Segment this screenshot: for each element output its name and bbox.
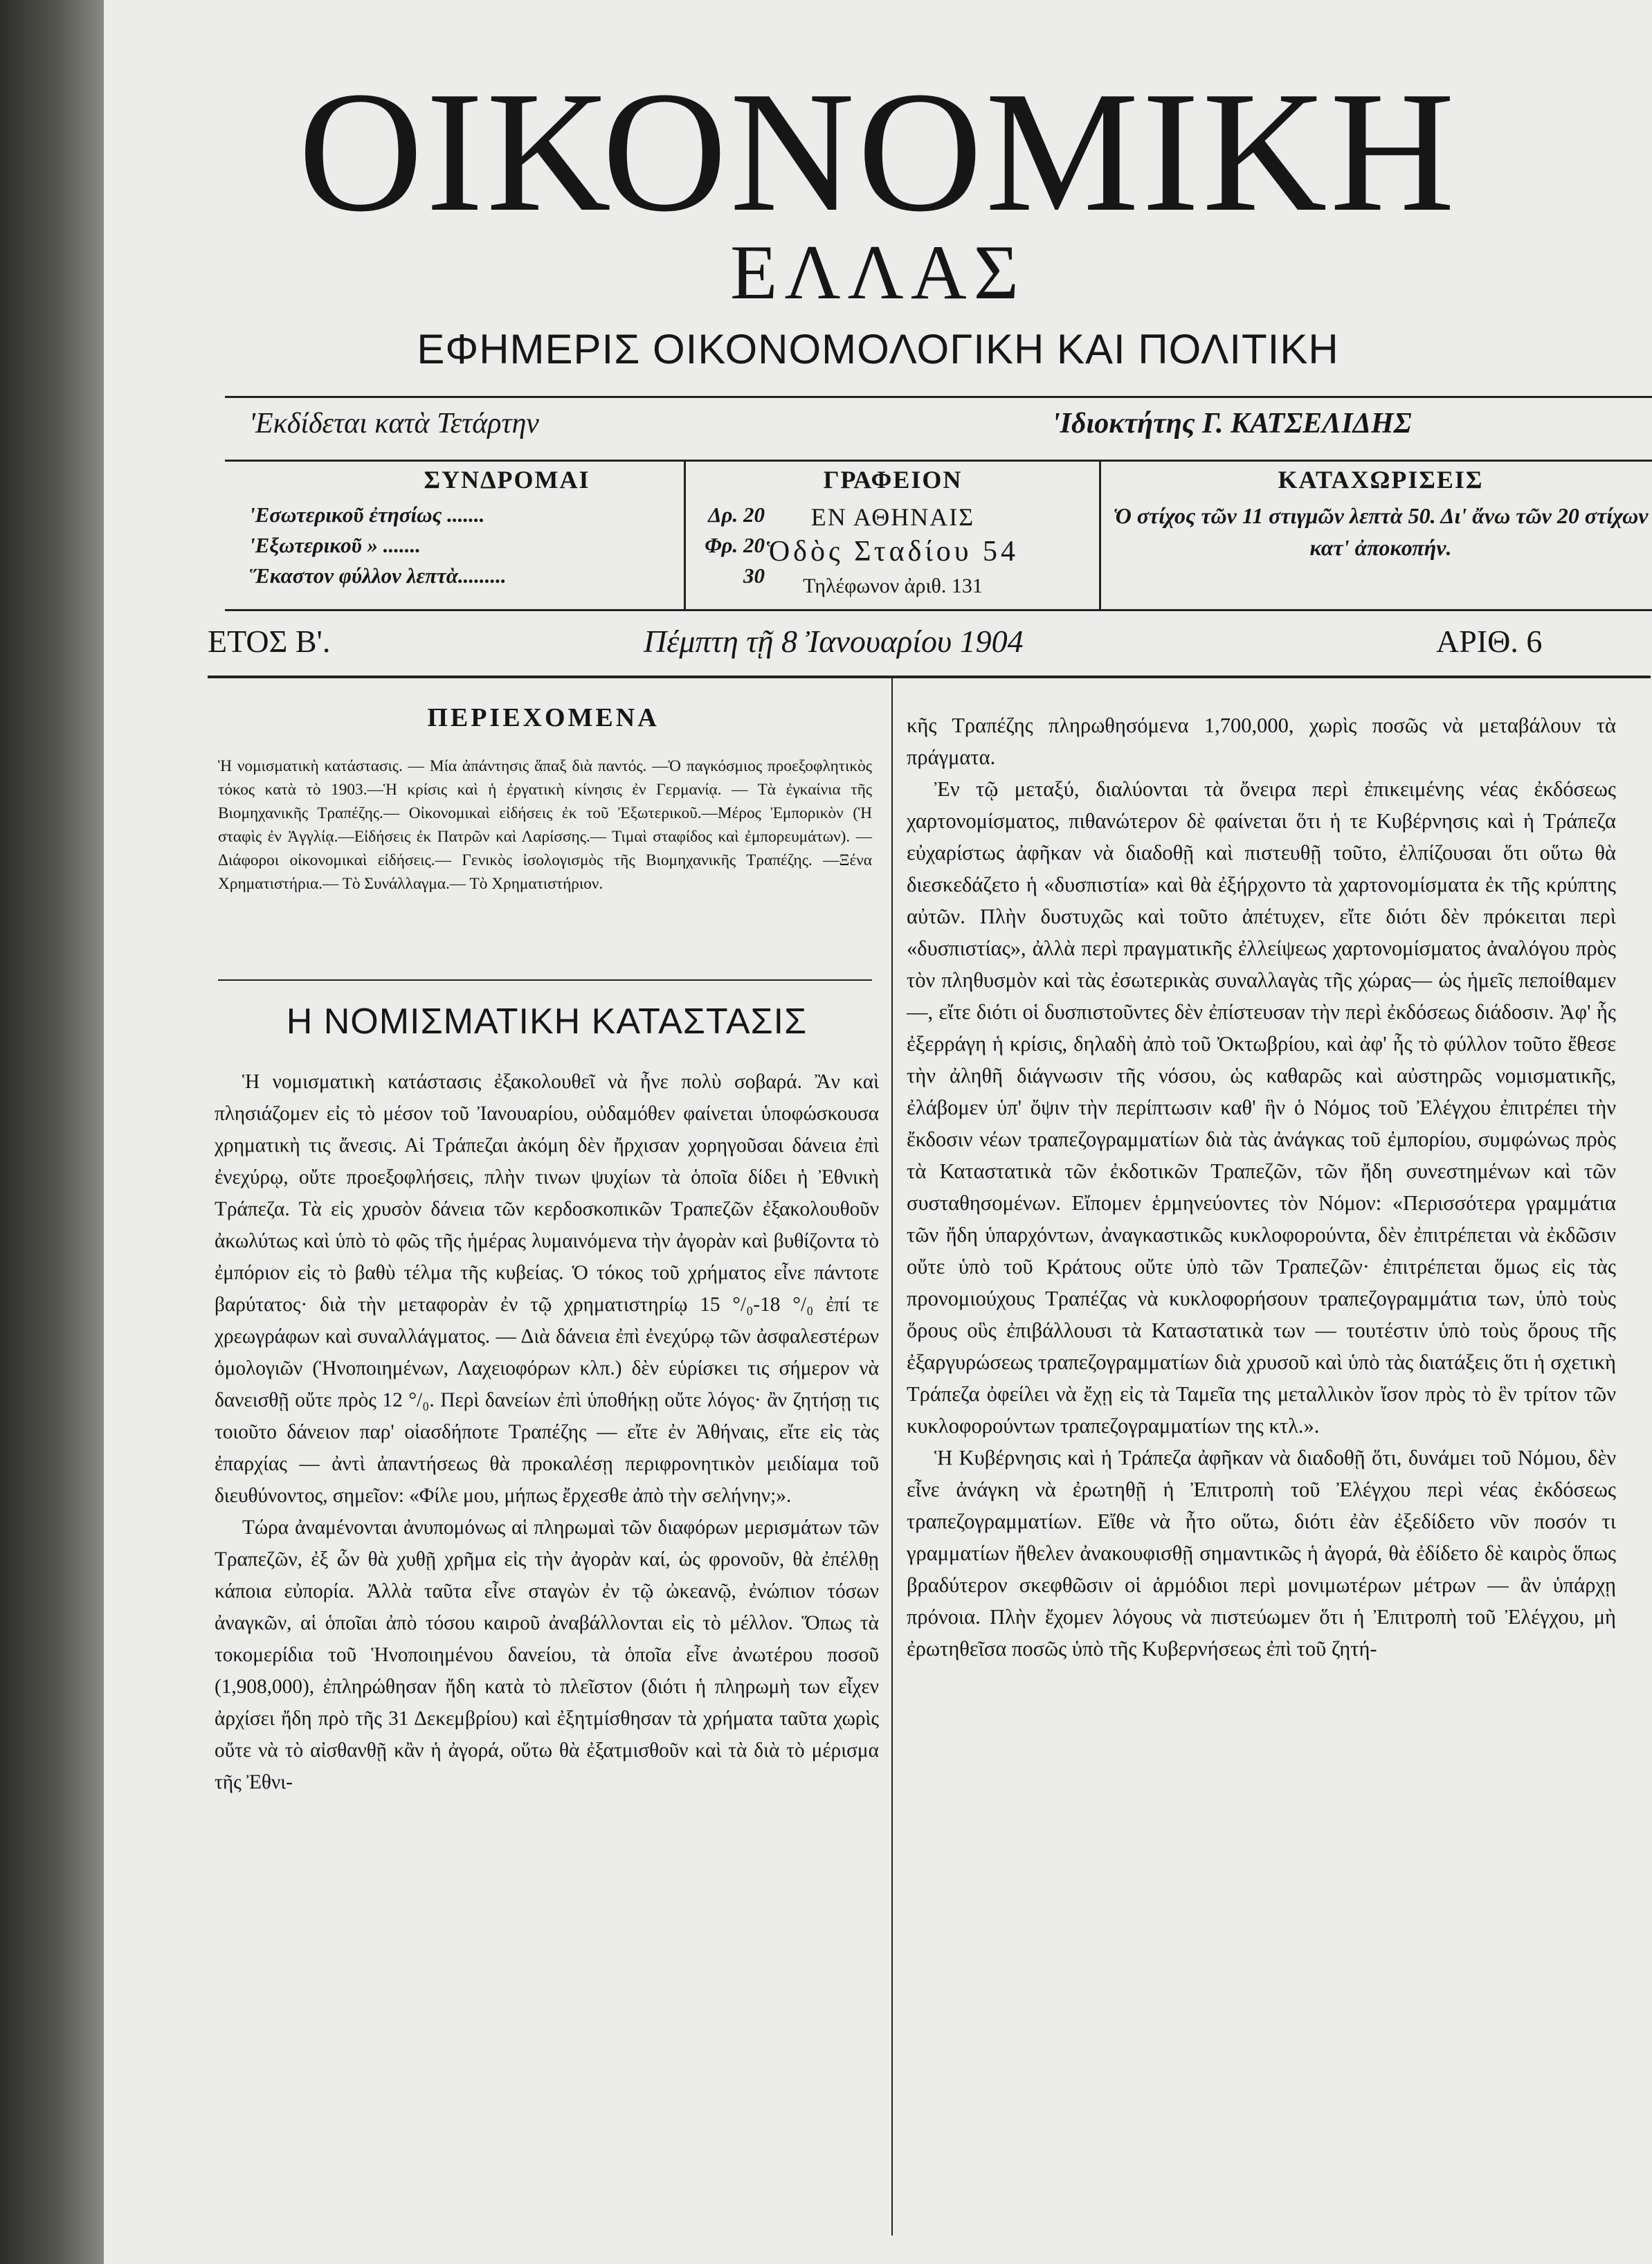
- office-phone: Τηλέφωνον ἀριθ. 131: [803, 574, 983, 597]
- masthead-subtitle: ΕΛΛΑΣ: [730, 230, 1026, 316]
- subscription-price: Φρ. 20: [705, 533, 765, 557]
- issue-year: ΕΤΟΣ Β'.: [208, 624, 331, 659]
- subscription-label: 'Εξωτερικοῦ » .......: [249, 533, 421, 557]
- info-divider-right: [1099, 460, 1101, 610]
- article-paragraph: κῆς Τραπέζης πληρωθησόμενα 1,700,000, χωρὶς ποσῶς νὰ μεταβάλουν τὰ πράγματα.: [907, 714, 1616, 769]
- office-box: [689, 465, 1097, 604]
- office-city: ΕΝ ΑΘΗΝΑΙΣ: [810, 503, 975, 531]
- contents-text: Ἡ νομισματικὴ κατάστασις. — Μία ἀπάντησις ἅπαξ διὰ παντός. —Ὁ παγκόσμιος προεξοφλητικὸς τόκος κατὰ τὸ 1903.—Ἡ κρίσις καὶ ἡ ἐργατικὴ κίνησις ἐν Γερμανίᾳ. — Τὰ ἐγκαίνια τῆς Βιομηχανικῆς Τραπέζης.— Οἰκονομικαὶ εἰδήσεις ἐκ τοῦ Ἐξωτερικοῦ.—Μέρος Ἐμπορικὸν (Ἡ σταφὶς ἐν Ἀγγλίᾳ.—Εἰδήσεις ἐκ Πατρῶν καὶ Λαρίσσης.— Τιμαὶ σταφίδος καὶ ἐμπορευμάτων). — Διάφοροι οἰκονομικαὶ εἰδήσεις.— Γενικὸς ἰσολογισμὸς τῆς Βιομηχανικῆς Τραπέζης. —Ξένα Χρηματιστήρια.— Τὸ Συνάλλαγμα.— Τὸ Χρηματιστήριον.: [218, 757, 872, 893]
- article-paragraph: Τώρα ἀναμένονται ἀνυπομόνως αἱ πληρωμαὶ τῶν διαφόρων μερισμάτων τῶν Τραπεζῶν, ἐξ ὧν θὰ χυθῇ χρῆμα εἰς τὴν ἀγορὰν καί, ὡς φρονοῦν, θὰ ἐπέλθῃ κάποια εὐπορία. Ἀλλὰ ταῦτα εἶνε σταγὼν ἐν τῷ ὠκεανῷ, ἐνώπιον τόσων ἀναγκῶν, αἱ ὁποῖαι ἀπὸ τόσου καιροῦ ἀναβάλλονται εἰς τὸ μέλλον. Ὅπως τὰ τοκομερίδια τοῦ Ἡνοποιημένου δανείου, τὰ ὁποῖα εἶνε ἀνωτέρου ποσοῦ (1,908,000), ἐπληρώθησαν ἤδη κατὰ τὸ πλεῖστον (διότι ἡ πληρωμὴ των εἶχεν ἀρχίσει ἤδη πρὸ τῆς 31 Δεκεμβρίου) καὶ ἐξητμίσθησαν τὰ χρήματα ταῦτα χωρὶς οὔτε νὰ τὸ αἰσθανθῇ κἂν ἡ ἀγορά, οὕτω θὰ ἐξατμισθοῦν καὶ τὰ διὰ τὸ μέρισμα τῆς Ἐθνι-: [215, 1516, 879, 1793]
- subscription-label: Ἕκαστον φύλλον λεπτὰ.........: [249, 563, 507, 588]
- ads-heading: ΚΑΤΑΧΩΡΙΣΕΙΣ: [1278, 466, 1484, 493]
- article-title: Η ΝΟΜΙΣΜΑΤΙΚΗ ΚΑΤΑΣΤΑΣΙΣ: [286, 1002, 808, 1042]
- scan-binding-edge: [0, 0, 104, 2264]
- publication-owner: 'Ιδιοκτήτης Γ. ΚΑΤΣΕΛΙΔΗΣ: [1052, 408, 1412, 440]
- masthead-title: ΟΙΚΟΝΟΜΙΚΗ: [298, 56, 1458, 248]
- subscription-price: Δρ. 20: [708, 502, 765, 527]
- subscription-row: [249, 530, 765, 561]
- subscription-row: [249, 500, 765, 530]
- info-divider-left: [684, 460, 686, 610]
- article-paragraph: Ἡ νομισματικὴ κατάστασις ἐξακολουθεῖ νὰ ἦνε πολὺ σοβαρά. Ἂν καὶ πλησιάζομεν εἰς τὸ μέσον τοῦ Ἰανουαρίου, οὐδαμόθεν φαίνεται ὑποφώσκουσα χρηματικὴ τις ἄνεσις. Αἱ Τράπεζαι ἀκόμη δὲν ἤρχισαν χορηγοῦσαι δάνεια ἐπὶ ἐνεχύρῳ, οὔτε προεξοφλήσεις, πλὴν τινων ψυχίων τὰ ὁποῖα δίδει ἡ Ἐθνικὴ Τράπεζα. Τὰ εἰς χρυσὸν δάνεια τῶν κερδοσκοπικῶν Τραπεζῶν ἐξακολουθοῦν ἀκωλύτως καὶ ὑπὸ τὸ φῶς τῆς ἡμέρας λυμαινόμενα τὴν ἀγορὰν καὶ βυθίζοντα τὸ ἐμπόριον εἰς τὸ βαθὺ τέλμα τῆς κυβείας. Ὁ τόκος τοῦ χρήματος εἶνε πάντοτε βαρύτατος· διὰ τὴν μεταφορὰν ἐν τῷ χρηματιστηρίῳ 15 °/₀-18 °/₀ ἐπί τε χρεωγράφων καὶ συναλλάγματος. — Διὰ δάνεια ἐπὶ ἐνεχύρῳ τῶν ἀσφαλεστέρων ὁμολογιῶν (Ἡνοποιημένων, Λαχειοφόρων κλπ.) δὲν εὑρίσκει τις σήμερον νὰ δανεισθῇ οὔτε πρὸς 12 °/₀. Περὶ δανείων ἐπὶ ὑποθήκῃ οὔτε λόγος· ἂν ζητήσῃ τις τοιοῦτο δάνειον παρ' οἱασδήποτε Τραπέζης — εἴτε ἐν Ἀθήναις, εἴτε εἰς τὰς ἐπαρχίας — ἀντὶ ἀπαντήσεως θὰ προκαλέσῃ περιφρονητικὸν μειδίαμα τοῦ διευθύνοντος, σημεῖον: «Φίλε μου, μήπως ἔρχεσθε ἀπὸ τὴν σελήνην;».: [215, 1071, 879, 1507]
- rule-top: [225, 396, 1652, 398]
- column-divider: [891, 678, 893, 2236]
- issue-number: ΑΡΙΘ. 6: [1436, 624, 1543, 659]
- rule-info-top: [225, 460, 1652, 462]
- subscription-label: 'Εσωτερικοῦ ἐτησίως .......: [249, 502, 485, 527]
- newspaper-page: [104, 0, 1652, 2264]
- rule-issue-bottom: [208, 676, 1651, 678]
- article-paragraph: Ἡ Κυβέρνησις καὶ ἡ Τράπεζα ἀφῆκαν νὰ διαδοθῇ ὅτι, δυνάμει τοῦ Νόμου, δὲν εἶνε ἀνάγκη νὰ ἐρωτηθῇ ἡ Ἐπιτροπὴ τοῦ Ἐλέγχου περὶ νέας ἐκδόσεως τραπεζογραμματίων. Εἴθε νὰ ἦτο οὕτω, διότι ἐὰν ἐξεδίδετο νῦν ποσόν τι γραμματίων ἤθελεν ἀνακουφισθῇ σημαντικῶς ἡ ἀγορά, θὰ ἐδίδετο δὲ καιρὸς ὅπως βραδύτερον σκεφθῶσιν οἱ ἁρμόδιοι περὶ μονιμωτέρων μέτρων — ἂν ὑπάρχῃ πρόνοια. Πλὴν ἔχομεν λόγους νὰ πιστεύωμεν ὅτι ἡ Ἐπιτροπὴ τοῦ Ἐλέγχου, μὴ ἐρωτηθεῖσα ποσῶς ὑπὸ τῆς Κυβερνήσεως ἐπὶ τοῦ ζητή-: [907, 1446, 1616, 1660]
- office-heading: ΓΡΑΦΕΙΟΝ: [823, 466, 963, 493]
- rule-contents-bottom: [218, 979, 872, 981]
- ads-text: Ὁ στίχος τῶν 11 στιγμῶν λεπτὰ 50. Δι' ἄνω τῶν 20 στίχων κατ' ἀποκοπήν.: [1113, 503, 1649, 560]
- article-column-right: [907, 709, 1616, 1665]
- article-column-left: [215, 1066, 879, 1798]
- masthead-tagline: ΕΦΗΜΕΡΙΣ ΟΙΚΟΝΟΜΟΛΟΓΙΚΗ ΚΑΙ ΠΟΛΙΤΙΚΗ: [417, 326, 1339, 372]
- article-paragraph: Ἐν τῷ μεταξύ, διαλύονται τὰ ὄνειρα περὶ ἐπικειμένης νέας ἐκδόσεως χαρτονομίσματος, πιθανώτερον δὲ φαίνεται ὅτι ἡ τε Κυβέρνησις καὶ ἡ Τράπεζα εὐχαρίστως ἀφῆκαν νὰ διαδοθῇ καὶ πιστευθῇ τοῦτο, ἐλπίζουσαι ὅτι οὕτω θὰ διεσκεδάζετο ἡ «δυσπιστία» καὶ θὰ ἐξήρχοντο τὰ χαρτονομίσματα ἐκ τῆς κρύπτης αὐτῶν. Πλὴν δυστυχῶς καὶ τοῦτο ἀπέτυχεν, εἴτε διότι δὲν πρόκειται περὶ «δυσπιστίας», ἀλλὰ περὶ πραγματικῆς ἐλλείψεως χαρτονομίσματος ἀναλόγου πρὸς τὸν πληθυσμὸν καὶ τὰς ἐσωτερικὰς συναλλαγὰς τῆς χώρας— ὡς ἡμεῖς πεποίθαμεν —, εἴτε διότι οἱ δυσπιστοῦντες δὲν ἐπίστευσαν τὴν περὶ ἐκδόσεως διάδοσιν. Ἀφ' ἧς ἐξερράγη ἡ κρίσις, δηλαδὴ ἀπὸ τοῦ Ὀκτωβρίου, καὶ ἀφ' ἧς τὸ φύλλον τοῦτο ἔθεσε τὴν ἀληθῆ διάγνωσιν τῆς νόσου, ὡς καθαρῶς καὶ αὐστηρῶς νομισματικῆς, ἐλάβομεν ὑπ' ὄψιν τὴν περίπτωσιν καθ' ἣν ὁ Νόμος τοῦ Ἐλέγχου ἐπιτρέπει τὴν ἔκδοσιν νέων τραπεζογραμματίων διὰ τὰς ἀνάγκας τοῦ ἐμπορίου, συμφώνως πρὸς τὰ Καταστατικὰ τῶν ἐκδοτικῶν Τραπεζῶν, τῶν ἤδη συνεστημένων καὶ τῶν συσταθησομένων. Εἴπομεν ἑρμηνεύοντες τὸν Νόμον: «Περισσότερα γραμμάτια τῶν ἤδη ὑπαρχόντων, ἀναγκαστικῶς κυκλοφορούντα, δὲν ἐπιτρέπεται νὰ ἐκδῶσιν οὔτε ὑπὸ τοῦ Κράτους οὔτε ὑπὸ τῶν Τραπεζῶν· ἐπιτρέπεται ὅμως εἰς τὰς προνομιούχους Τραπέζας νὰ κυκλοφορήσουν τραπεζογραμμάτια των, ὑπὸ τοὺς ὅρους οὓς ἐπιβάλλουσι τὰ Καταστατικὰ των — τουτέστιν ὑπὸ τοὺς ὅρους τῆς ἐξαργυρώσεως τραπεζογραμματίων διὰ χρυσοῦ καὶ ὑπὸ τὰς διατάξεις ὅτι ἡ σχετικὴ Τράπεζα ὀφείλει νὰ ἔχῃ εἰς τὰ Ταμεῖα της μεταλλικὸν ἴσον πρὸς τὸ ἓν τρίτον τῶν κυκλοφορούντων τραπεζογραμματίων της κτλ.».: [907, 777, 1616, 1438]
- contents-heading: ΠΕΡΙΕΧΟΜΕΝΑ: [427, 703, 660, 732]
- issue-date: Πέμπτη τῇ 8 Ἰανουαρίου 1904: [644, 624, 1024, 659]
- subscription-row: [249, 561, 765, 591]
- subscriptions-box: [249, 465, 765, 604]
- publication-frequency: 'Εκδίδεται κατὰ Τετάρτην: [249, 408, 539, 440]
- office-street: Ὁδὸς Σταδίου 54: [766, 536, 1019, 568]
- subscriptions-heading: ΣΥΝΔΡΟΜΑΙ: [424, 466, 590, 493]
- ads-box: [1104, 465, 1652, 604]
- rule-info-bottom: [225, 609, 1652, 611]
- subscription-price: 30: [743, 563, 765, 588]
